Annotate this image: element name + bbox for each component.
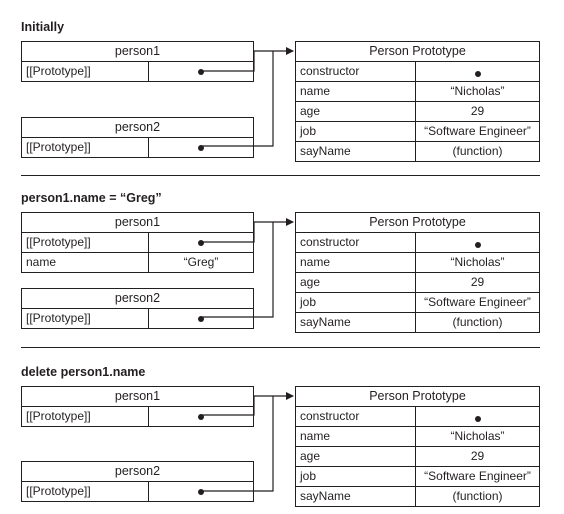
- person2-box: [21, 288, 254, 329]
- prototype-row: [22, 309, 253, 328]
- property-value: 29: [470, 275, 485, 289]
- prototype-property-row: [296, 122, 539, 142]
- row-value: [149, 138, 253, 157]
- section-heading: person1.name = “Greg”: [21, 191, 162, 205]
- person-prototype-box: [295, 41, 540, 162]
- prototype-row: [22, 138, 253, 157]
- prototype-row: [22, 233, 253, 253]
- person2-title: person2: [22, 462, 253, 482]
- property-value: “Software Engineer”: [424, 469, 531, 483]
- property-key: name: [296, 253, 416, 272]
- row-value: [149, 233, 253, 252]
- person1-box: [21, 386, 254, 427]
- row-key: [[Prototype]]: [22, 233, 149, 252]
- constructor-dot: [475, 416, 481, 422]
- prototype-property-row: [296, 233, 539, 253]
- person2-title: person2: [22, 289, 253, 309]
- prototype-property-row: [296, 447, 539, 467]
- property-value: (function): [452, 144, 503, 158]
- row-key: [[Prototype]]: [22, 138, 149, 157]
- property-value: [416, 233, 539, 252]
- pointer-dot: [198, 414, 204, 420]
- prototype-property-row: [296, 487, 539, 506]
- prototype-property-row: [296, 467, 539, 487]
- section-heading: Initially: [21, 20, 65, 34]
- property-value: “Nicholas”: [450, 255, 505, 269]
- prototype-property-row: [296, 427, 539, 447]
- property-key: sayName: [296, 142, 416, 161]
- row-value: [149, 482, 253, 501]
- prototype-title: Person Prototype: [296, 387, 539, 407]
- property-key: constructor: [296, 62, 416, 81]
- person2-box: [21, 461, 254, 502]
- constructor-dot: [475, 242, 481, 248]
- property-value: 29: [470, 449, 485, 463]
- prototype-property-row: [296, 293, 539, 313]
- person-prototype-box: [295, 386, 540, 507]
- pointer-dot: [198, 316, 204, 322]
- section-heading: delete person1.name: [21, 365, 146, 379]
- prototype-title: Person Prototype: [296, 213, 539, 233]
- prototype-row: [22, 62, 253, 81]
- row-key: [[Prototype]]: [22, 309, 149, 328]
- prototype-property-row: [296, 313, 539, 332]
- person1-title: person1: [22, 387, 253, 407]
- property-key: job: [296, 122, 416, 141]
- name-row: [22, 253, 253, 272]
- person1-title: person1: [22, 213, 253, 233]
- property-key: age: [296, 447, 416, 466]
- prototype-property-row: [296, 82, 539, 102]
- pointer-dot: [198, 145, 204, 151]
- property-value: [416, 62, 539, 81]
- property-value: (function): [452, 489, 503, 503]
- property-value: “Software Engineer”: [424, 295, 531, 309]
- property-value: [416, 407, 539, 426]
- prototype-row: [22, 482, 253, 501]
- property-key: age: [296, 102, 416, 121]
- property-key: job: [296, 467, 416, 486]
- pointer-dot: [198, 240, 204, 246]
- person-prototype-box: [295, 212, 540, 333]
- prototype-property-row: [296, 253, 539, 273]
- property-key: sayName: [296, 313, 416, 332]
- prototype-property-row: [296, 62, 539, 82]
- person2-title: person2: [22, 118, 253, 138]
- prototype-property-row: [296, 102, 539, 122]
- person1-title: person1: [22, 42, 253, 62]
- pointer-dot: [198, 69, 204, 75]
- section-divider: [21, 347, 540, 348]
- row-value: [149, 309, 253, 328]
- row-value: [149, 407, 253, 426]
- property-key: sayName: [296, 487, 416, 506]
- property-value: “Nicholas”: [450, 84, 505, 98]
- prototype-property-row: [296, 273, 539, 293]
- person1-box: [21, 41, 254, 82]
- prototype-property-row: [296, 407, 539, 427]
- property-key: job: [296, 293, 416, 312]
- property-key: constructor: [296, 407, 416, 426]
- person2-box: [21, 117, 254, 158]
- section-divider: [21, 175, 540, 176]
- row-key: [[Prototype]]: [22, 62, 149, 81]
- pointer-dot: [198, 489, 204, 495]
- row-key: name: [22, 253, 149, 272]
- property-key: age: [296, 273, 416, 292]
- prototype-title: Person Prototype: [296, 42, 539, 62]
- property-value: “Nicholas”: [450, 429, 505, 443]
- prototype-property-row: [296, 142, 539, 161]
- prototype-row: [22, 407, 253, 426]
- constructor-dot: [475, 71, 481, 77]
- row-key: [[Prototype]]: [22, 482, 149, 501]
- property-value: 29: [470, 104, 485, 118]
- property-key: name: [296, 427, 416, 446]
- row-key: [[Prototype]]: [22, 407, 149, 426]
- person1-box: [21, 212, 254, 273]
- property-key: name: [296, 82, 416, 101]
- property-value: (function): [452, 315, 503, 329]
- property-value: “Software Engineer”: [424, 124, 531, 138]
- row-value: [149, 62, 253, 81]
- property-key: constructor: [296, 233, 416, 252]
- row-value: “Greg”: [183, 255, 219, 269]
